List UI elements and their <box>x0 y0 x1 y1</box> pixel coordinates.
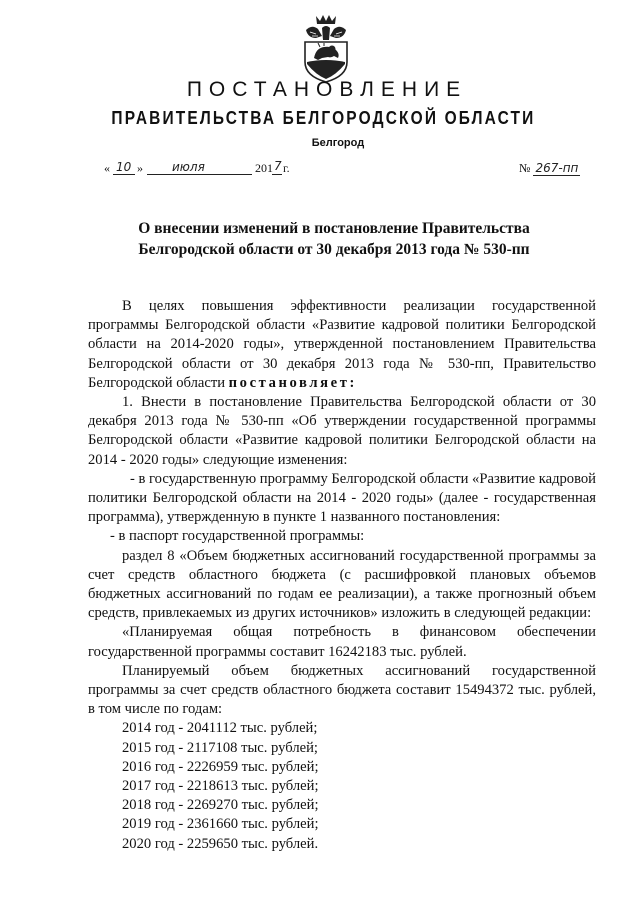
paragraph-section-8: раздел 8 «Объем бюджетных ассигнований государственной программы за счет средств областного бюджета (с расшифровкой плановых объемов бюджетных ассигнований по годам ее реализации), а также прогнозный объем средств, привлекаемых из других источников» изложить в следующей редакции: <box>88 547 596 622</box>
date-close-quote: » <box>137 161 143 175</box>
year-line: 2017 год - 2218613 тыс. рублей; <box>122 778 319 795</box>
date-year-unit: г. <box>283 161 290 175</box>
heading-line-1: О внесении изменений в постановление Правительства <box>138 220 530 237</box>
year-line: 2014 год - 2041112 тыс. рублей; <box>122 720 318 737</box>
number-value: 267-пп <box>535 161 579 175</box>
resolves-word: постановляет: <box>228 374 357 391</box>
year-line: 2015 год - 2117108 тыс. рублей; <box>122 739 318 756</box>
paragraph-preamble <box>88 297 596 393</box>
document-body <box>88 297 596 854</box>
document-number <box>519 161 580 176</box>
year-line: 2019 год - 2361660 тыс. рублей; <box>122 816 319 833</box>
date-month: июля <box>172 160 205 174</box>
paragraph-item-1: 1. Внести в постановление Правительства Белгородской области от 30 декабря 2013 года № 530-пп «Об утверждении государственной программы Белгородской области «Развитие кадровой политики Белгородской области на 2014 - 2020 годы» следующие изменения: <box>88 394 596 468</box>
year-line: 2020 год - 2259650 тыс. рублей. <box>122 835 319 852</box>
date-year-prefix: 201 <box>255 161 273 175</box>
date-year-suffix: 7 <box>274 159 282 173</box>
day-underline <box>113 174 135 175</box>
paragraph-total-need: «Планируемая общая потребность в финансовом обеспечении государственной программы составит 16242183 тыс. рублей. <box>88 624 596 660</box>
number-sign: № <box>519 161 531 175</box>
year-line: 2016 год - 2226959 тыс. рублей; <box>122 758 319 775</box>
city-name: Белгород <box>311 137 365 149</box>
paragraph-regional-budget: Планируемый объем бюджетных ассигнований государственной программы за счет средств областного бюджета составит 15494372 тыс. рублей, в том числе по годам: <box>88 662 596 718</box>
paragraph-program-changes: - в государственную программу Белгородской области «Развитие кадровой политики Белгородской области на 2014 - 2020 годы» (далее - государственная программа), утвержденную в пункте 1 названного постановления: <box>88 470 596 526</box>
heading-line-2: Белгородской области от 30 декабря 2013 года № 530-пп <box>138 241 530 258</box>
month-underline <box>147 174 252 175</box>
coat-of-arms-icon <box>296 12 356 84</box>
document-heading <box>0 218 640 260</box>
date-open-quote: « <box>104 161 110 175</box>
year-underline <box>272 174 282 175</box>
paragraph-passport: - в паспорт государственной программы: <box>110 528 365 545</box>
document-type-title: ПОСТАНОВЛЕНИЕ <box>186 78 468 101</box>
preamble-text: В целях повышения эффективности реализации государственной программы Белгородской области «Развитие кадровой политики Белгородской области на 2014-2020 годы», утвержденной постановлением Правительства Белгородской области от 30 декабря 2013 года № 530-пп, Правительство Белгородской области <box>88 298 596 391</box>
year-line: 2018 год - 2269270 тыс. рублей; <box>122 797 319 814</box>
issuing-authority-title: ПРАВИТЕЛЬСТВА БЕЛГОРОДСКОЙ ОБЛАСТИ <box>111 108 536 128</box>
date-day: 10 <box>116 160 132 174</box>
